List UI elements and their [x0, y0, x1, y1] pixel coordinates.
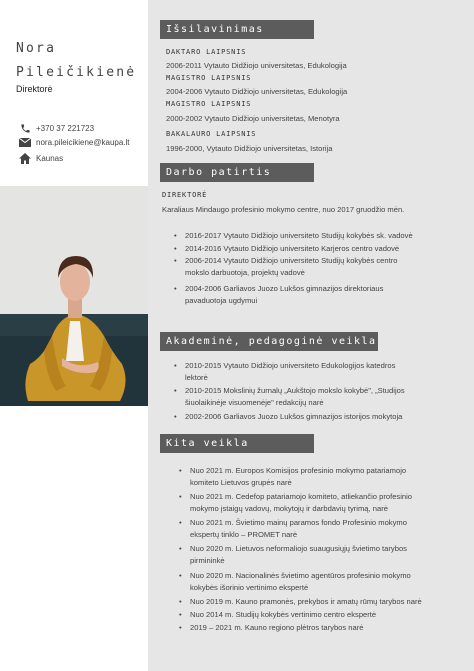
list-item	[179, 596, 458, 608]
list-item-line: Nuo 2020 m. Lietuvos neformaliojo suaugusiųjų švietimo tarybos	[190, 544, 407, 553]
education-detail-3: 2000-2002 Vytauto Didžiojo universitetas, Menotyra	[166, 114, 340, 123]
bullet-icon: •	[174, 284, 177, 293]
bullet-icon: •	[179, 610, 182, 619]
list-item	[174, 411, 455, 423]
section-heading-academic: Akademinė, pedagoginė veikla	[160, 332, 378, 351]
list-item-line: ekspertų tinklo – PROMET narė	[190, 530, 298, 540]
email-text[interactable]: nora.pileicikiene@kaupa.lt	[36, 138, 130, 147]
list-item-line: 2002-2006 Garliavos Juozo Lukšos gimnazijos istorijos mokytoja	[185, 412, 403, 421]
list-item	[174, 360, 455, 385]
list-item-line: 2016-2017 Vytauto Didžiojo universiteto Studijų kokybės sk. vadovė	[185, 231, 413, 240]
list-item-line: Nuo 2020 m. Nacionalinės švietimo agentūros profesinio mokymo	[190, 571, 411, 580]
bullet-icon: •	[179, 518, 182, 527]
list-item	[174, 283, 455, 308]
list-item	[179, 517, 458, 542]
education-detail-4: 1996-2000, Vytauto Didžiojo universitetas, Istorija	[166, 144, 333, 153]
list-item	[179, 570, 458, 595]
bullet-icon: •	[179, 544, 182, 553]
list-item-line: mokslo darbuotoja, projektų vadovė	[185, 268, 305, 278]
bullet-icon: •	[174, 244, 177, 253]
bullet-icon: •	[174, 412, 177, 421]
list-item	[174, 385, 455, 410]
list-item	[174, 243, 455, 255]
list-item-line: lektorė	[185, 373, 208, 383]
bullet-icon: •	[179, 492, 182, 501]
job-title: Direktorė	[16, 84, 53, 94]
list-item-line: mokymo įstaigų vadovų, mokytojų ir darbdavių tyrimą, narė	[190, 504, 388, 514]
list-item-line: 2014-2016 Vytauto Didžiojo universiteto Karjeros centro vadovė	[185, 244, 400, 253]
list-item-line: komiteto Lietuvos grupės narė	[190, 478, 292, 488]
bullet-icon: •	[179, 571, 182, 580]
list-item-line: 2010-2015 Vytauto Didžiojo universiteto Edukologijos katedros	[185, 361, 396, 370]
contact-email	[18, 138, 130, 147]
list-item-line: 2019 – 2021 m. Kauno regiono plėtros tarybos narė	[190, 623, 364, 632]
list-item	[179, 609, 458, 621]
contact-city	[18, 153, 63, 164]
list-item-line: Nuo 2021 m. Europos Komisijos profesinio mokymo patariamojo	[190, 466, 407, 475]
list-item-line: 2006-2014 Vytauto Didžiojo universiteto Studijų kokybės centro	[185, 256, 398, 265]
home-icon	[18, 153, 32, 164]
education-detail-2: 2004-2006 Vytauto Didžiojo universitetas, Edukologija	[166, 87, 348, 96]
section-heading-education: Išsilavinimas	[160, 20, 314, 39]
bullet-icon: •	[179, 597, 182, 606]
list-item	[179, 465, 458, 490]
bullet-icon: •	[174, 256, 177, 265]
city-text: Kaunas	[36, 154, 64, 163]
work-position: DIREKTORĖ	[162, 191, 208, 199]
list-item	[174, 230, 455, 242]
envelope-icon	[18, 138, 32, 147]
bullet-icon: •	[179, 623, 182, 632]
bullet-icon: •	[174, 386, 177, 395]
list-item-line: Nuo 2019 m. Kauno pramonės, prekybos ir amatų rūmų tarybos narė	[190, 597, 422, 606]
education-degree-1: DAKTARO LAIPSNIS	[166, 48, 247, 56]
list-item	[179, 491, 458, 516]
education-degree-4: BAKALAURO LAIPSNIS	[166, 130, 257, 138]
list-item-line: šiuolaikinėje visuomenėje" redakcijų narė	[185, 398, 324, 408]
section-heading-work: Darbo patirtis	[160, 163, 314, 182]
contact-phone	[18, 123, 94, 134]
list-item-line: pirmininkė	[190, 556, 225, 566]
education-degree-2: MAGISTRO LAIPSNIS	[166, 74, 252, 82]
list-item	[179, 622, 458, 634]
profile-photo	[0, 186, 148, 406]
bullet-icon: •	[179, 466, 182, 475]
last-name: Pileičikienė	[16, 65, 137, 80]
list-item-line: Nuo 2014 m. Studijų kokybės vertinimo centro ekspertė	[190, 610, 377, 619]
first-name: Nora	[16, 41, 57, 56]
list-item-line: pavaduotoja ugdymui	[185, 296, 258, 306]
phone-text: +370 37 221723	[36, 124, 95, 133]
bullet-icon: •	[174, 231, 177, 240]
list-item	[179, 543, 458, 568]
list-item-line: Nuo 2021 m. Švietimo mainų paramos fondo Profesinio mokymo	[190, 518, 407, 527]
phone-icon	[18, 123, 32, 134]
work-employer: Karaliaus Mindaugo profesinio mokymo centre, nuo 2017 gruodžio mėn.	[162, 205, 405, 214]
list-item-line: 2004-2006 Garliavos Juozo Lukšos gimnazijos direktoriaus	[185, 284, 384, 293]
bullet-icon: •	[174, 361, 177, 370]
section-heading-other: Kita veikla	[160, 434, 314, 453]
education-detail-1: 2006-2011 Vytauto Didžiojo universitetas, Edukologija	[166, 61, 347, 70]
list-item-line: kokybės išorinio vertinimo ekspertė	[190, 583, 309, 593]
list-item	[174, 255, 455, 280]
education-degree-3: MAGISTRO LAIPSNIS	[166, 100, 252, 108]
list-item-line: 2010-2015 Mokslinių žurnalų „Aukštojo mokslo kokybė", „Studijos	[185, 386, 405, 395]
list-item-line: Nuo 2021 m. Cedefop patariamojo komiteto, atliekančio profesinio	[190, 492, 413, 501]
